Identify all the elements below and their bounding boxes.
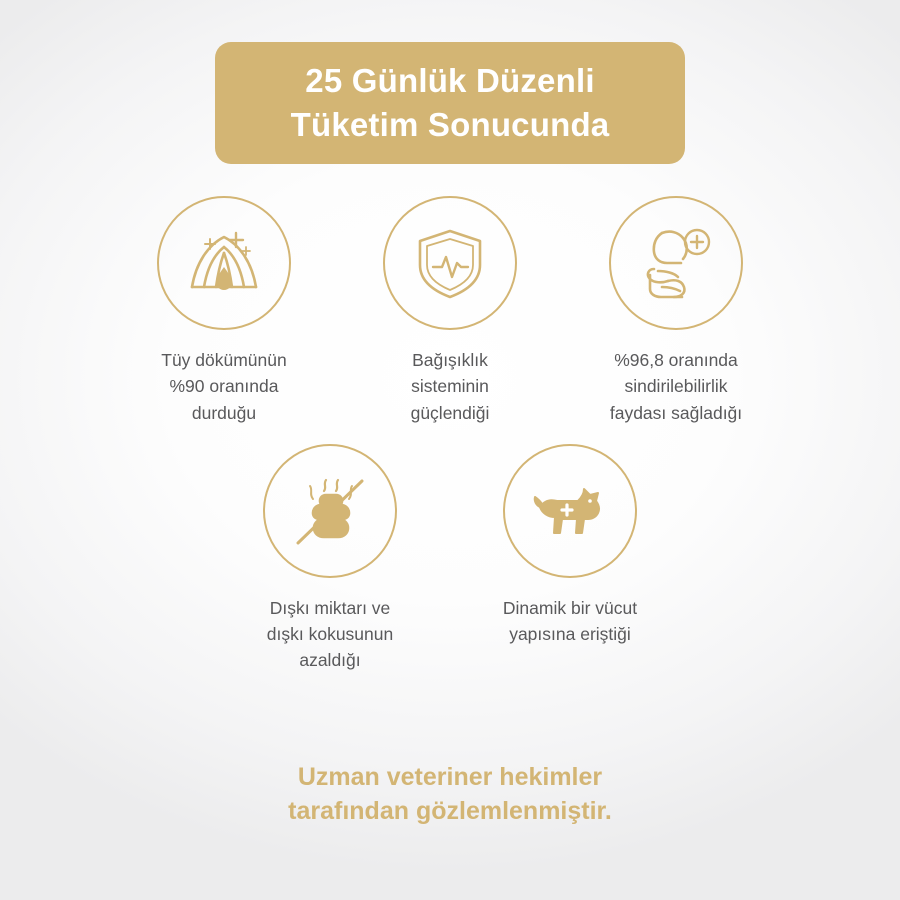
benefit-item-digestibility (581, 196, 771, 426)
benefit-item-dynamic-body (475, 444, 665, 648)
benefit-caption-stool (267, 595, 393, 674)
benefit-caption-hair-loss (161, 347, 287, 426)
caption-line: Dinamik bir vücut (502, 597, 638, 618)
stomach-intestine-plus-icon (609, 196, 743, 330)
dynamic-dog-icon (503, 444, 637, 578)
caption-line: Dışkı miktarı ve (269, 597, 391, 618)
caption-line: güçlendiği (410, 402, 490, 423)
caption-line: Tüy dökümünün (161, 350, 287, 370)
benefit-caption-immunity (411, 347, 490, 426)
caption-line: %90 oranında (169, 376, 279, 397)
benefit-caption-digestibility (610, 347, 742, 426)
benefit-item-immunity (355, 196, 545, 426)
no-poop-odor-icon (263, 444, 397, 578)
benefits-row-top (129, 196, 771, 426)
benefit-item-hair-loss (129, 196, 319, 426)
caption-line: dışkı kokusunun (266, 624, 394, 644)
caption-line: durduğu (191, 402, 257, 423)
benefits-row-bottom (235, 444, 665, 674)
caption-line: faydası sağladığı (609, 402, 743, 423)
banner-title-line1: 25 Günlük Düzenli (305, 62, 595, 100)
caption-line: %96,8 oranında (614, 350, 738, 370)
header-banner (215, 42, 685, 164)
banner-title-line2: Tüketim Sonucunda (290, 106, 610, 143)
benefit-item-stool (235, 444, 425, 674)
caption-line: yapısına eriştiği (509, 624, 631, 644)
hair-follicle-shine-icon (157, 196, 291, 330)
footer-line2: tarafından gözlemlenmiştir. (288, 797, 612, 825)
caption-line: Bağışıklık (412, 350, 488, 370)
caption-line: sindirilebilirlik (624, 376, 728, 397)
footer-line1: Uzman veteriner hekimler (297, 763, 603, 791)
caption-line: sisteminin (411, 376, 489, 397)
caption-line: azaldığı (299, 650, 361, 671)
shield-heartbeat-icon (383, 196, 517, 330)
footer-note (0, 760, 900, 828)
benefit-caption-dynamic-body (503, 595, 637, 648)
